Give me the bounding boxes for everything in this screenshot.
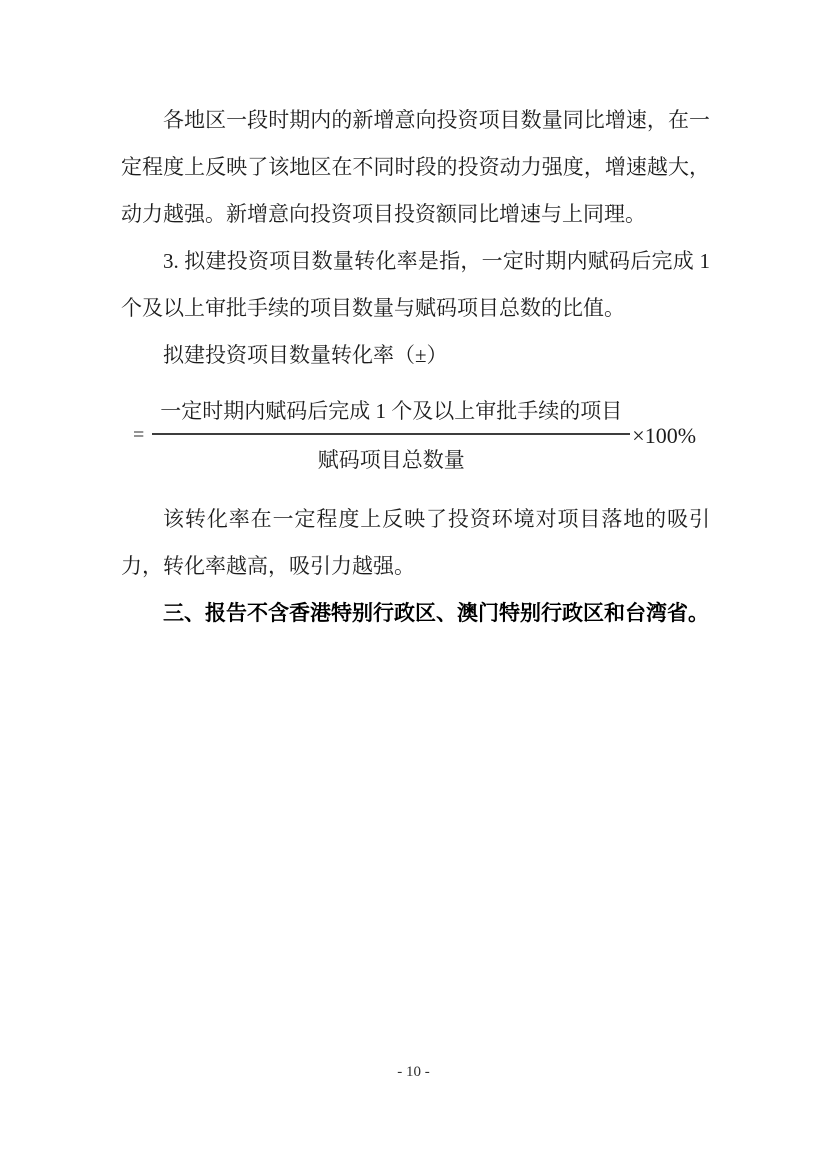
paragraph-conversion-label: 拟建投资项目数量转化率（±） bbox=[163, 343, 448, 367]
formula-fraction bbox=[152, 395, 630, 476]
document-body bbox=[121, 97, 710, 637]
paragraph-bold-note: 三、报告不含香港特别行政区、澳门特别行政区和台湾省。 bbox=[163, 601, 709, 625]
page-number: - 10 - bbox=[397, 1064, 430, 1080]
formula-equals-sign: = bbox=[133, 424, 145, 446]
paragraph-conversion-definition: 3. 拟建投资项目数量转化率是指，一定时期内赋码后完成 1 个及以上审批手续的项目数量与赋码项目总数的比值。 bbox=[121, 249, 710, 320]
conversion-rate-formula bbox=[133, 395, 710, 476]
paragraph-conversion-meaning: 该转化率在一定程度上反映了投资环境对项目落地的吸引力，转化率越高，吸引力越强。 bbox=[121, 507, 710, 578]
formula-denominator: 赋码项目总数量 bbox=[317, 448, 465, 472]
formula-multiplier: ×100% bbox=[632, 422, 697, 448]
formula-numerator: 一定时期内赋码后完成 1 个及以上审批手续的项目 bbox=[152, 395, 630, 435]
paragraph-growth-rate: 各地区一段时期内的新增意向投资项目数量同比增速，在一定程度上反映了该地区在不同时段的投资动力强度，增速越大，动力越强。新增意向投资项目投资额同比增速与上同理。 bbox=[121, 108, 710, 226]
